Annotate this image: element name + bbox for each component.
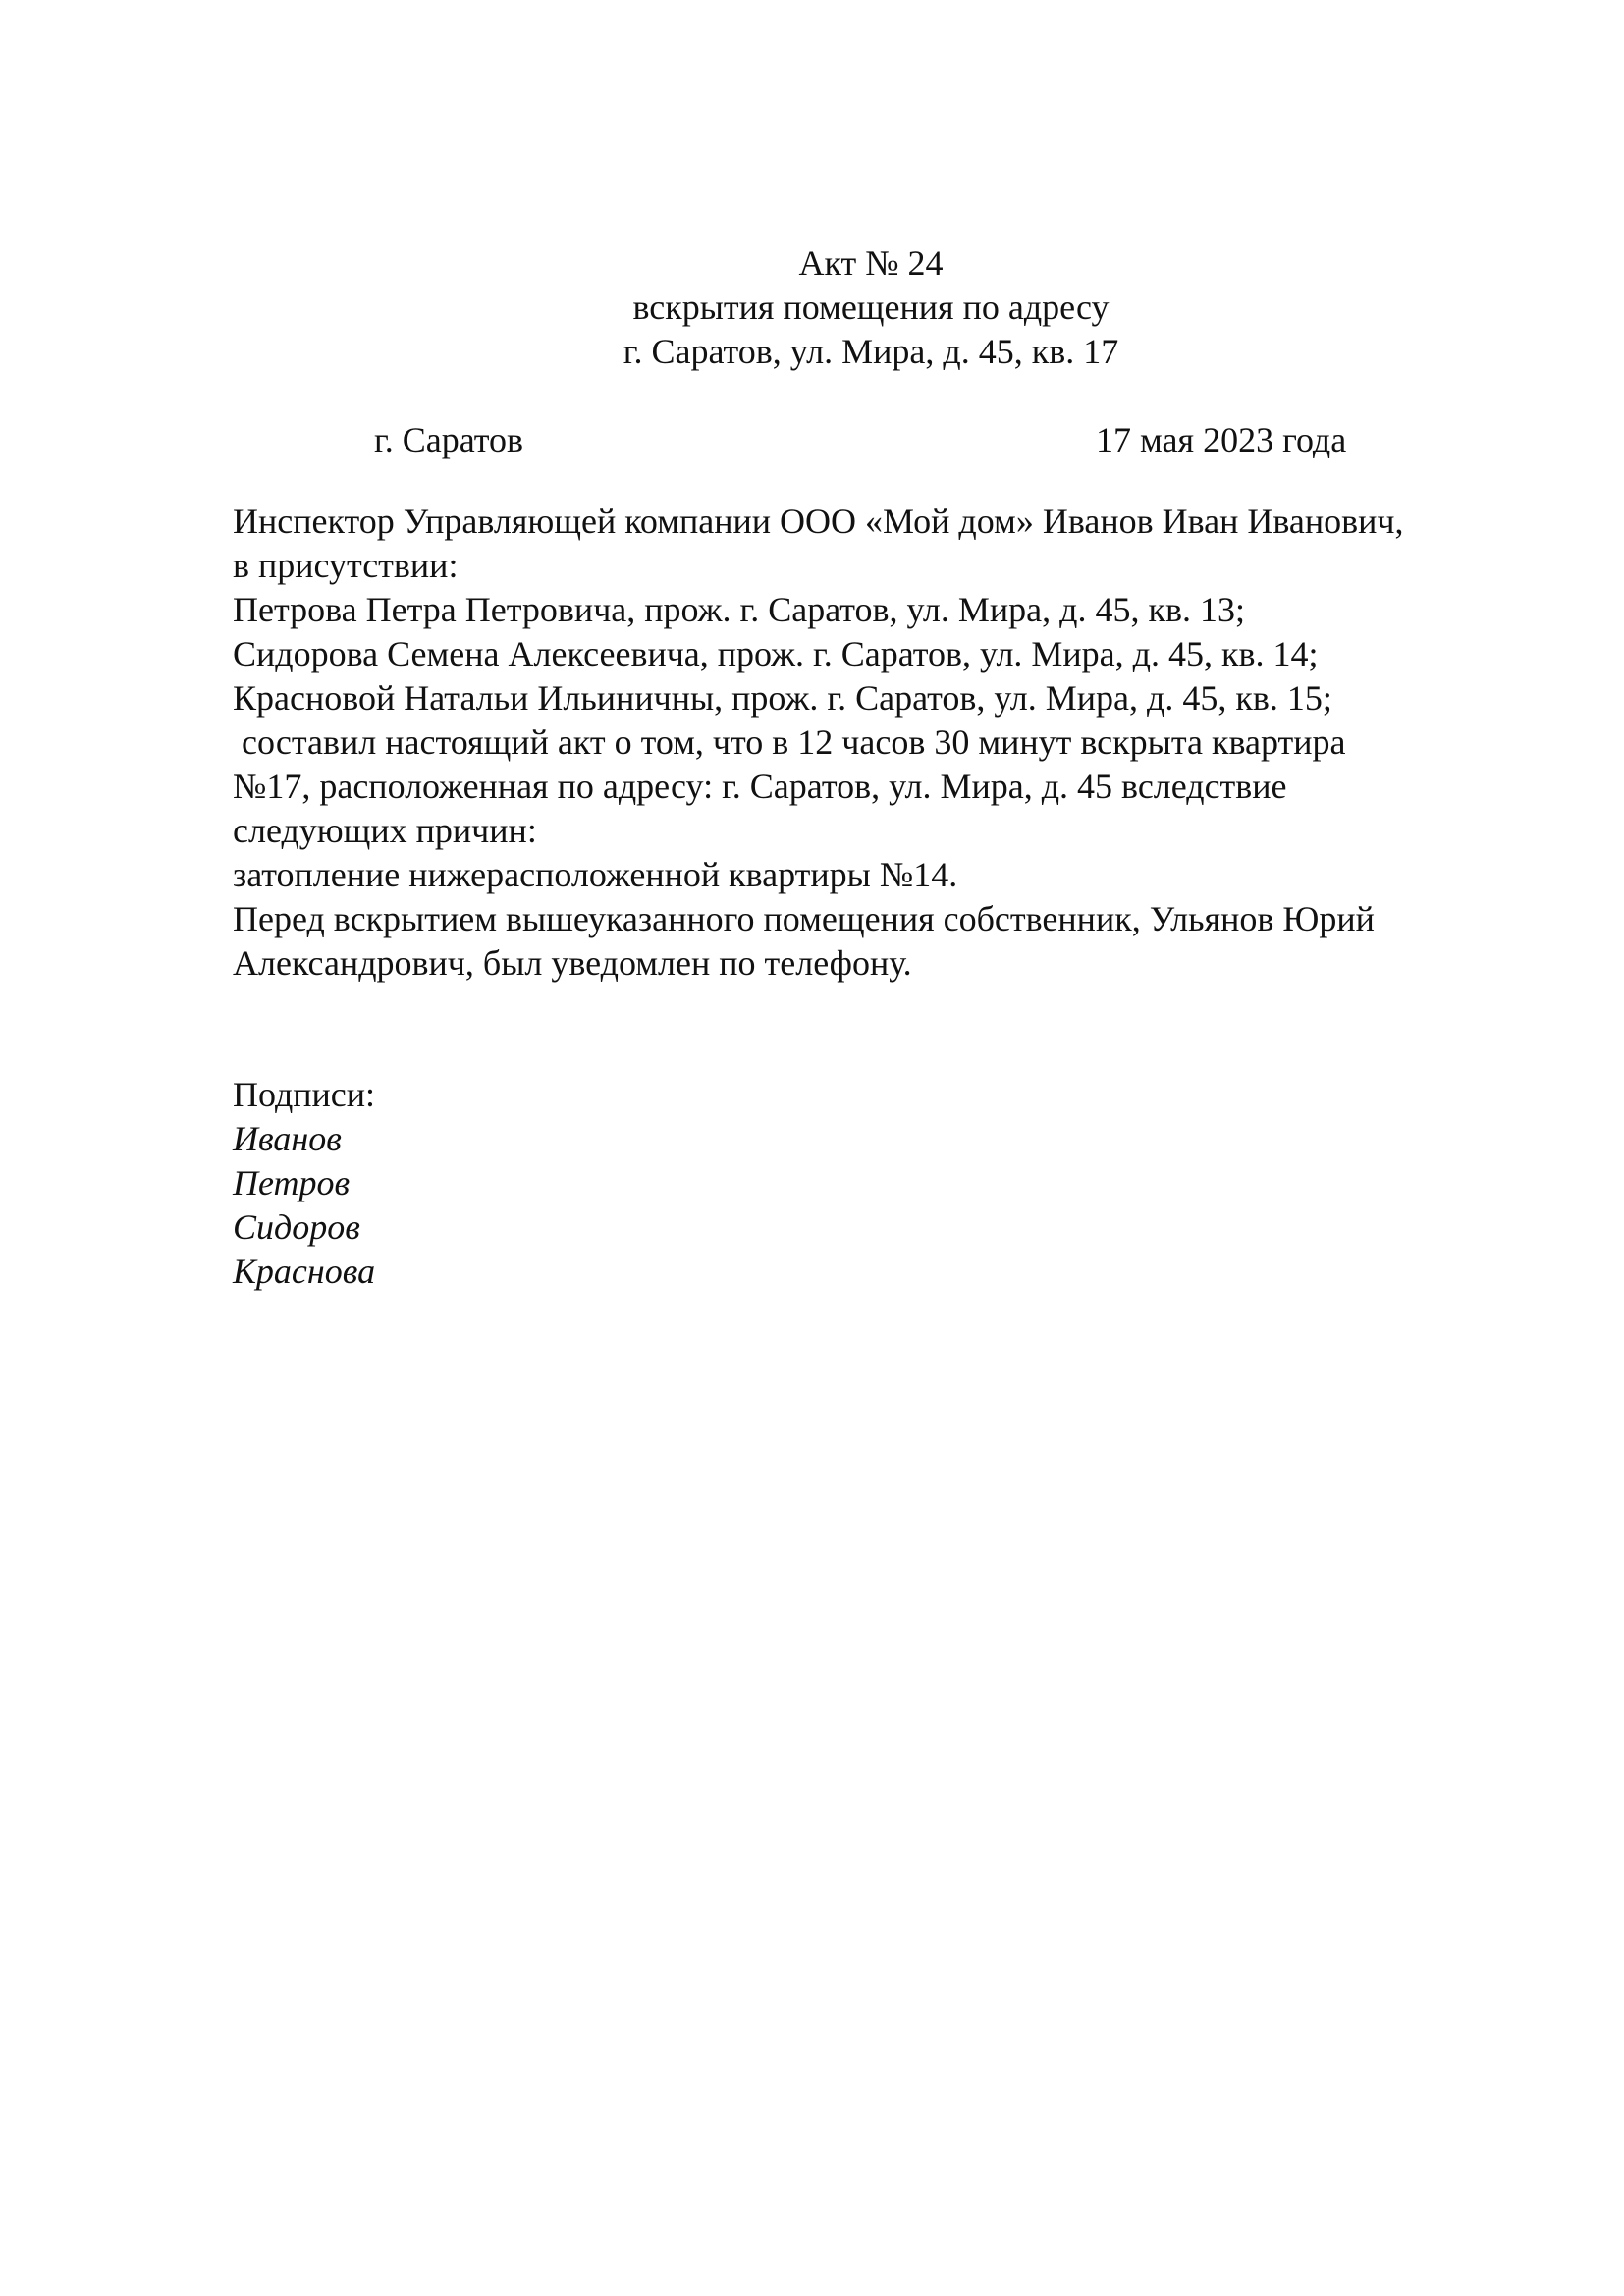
- body-line: Александрович, был уведомлен по телефону.: [233, 943, 912, 983]
- document-subtitle: вскрытия помещения по адресу: [632, 288, 1110, 327]
- signatures-label: Подписи:: [233, 1075, 376, 1114]
- signature-krasnova: Краснова: [233, 1252, 376, 1291]
- signature-ivanov: Иванов: [233, 1119, 342, 1158]
- document-title: Акт № 24: [798, 243, 944, 283]
- body-line: Красновой Натальи Ильиничны, прож. г. Саратов, ул. Мира, д. 45, кв. 15;: [233, 678, 1332, 718]
- signatures-block: [233, 1073, 375, 1294]
- body-line: затопление нижерасположенной квартиры №14.: [233, 855, 958, 894]
- signature-petrov: Петров: [233, 1163, 351, 1202]
- document-header: [0, 241, 1624, 374]
- body-line: следующих причин:: [233, 811, 537, 850]
- body-line: №17, расположенная по адресу: г. Саратов, ул. Мира, д. 45 вследствие: [233, 767, 1287, 806]
- body-line: Перед вскрытием вышеуказанного помещения собственник, Ульянов Юрий: [233, 899, 1375, 938]
- document-address: г. Саратов, ул. Мира, д. 45, кв. 17: [623, 332, 1119, 371]
- document-body: [233, 500, 1568, 986]
- body-line: в присутствии:: [233, 546, 459, 585]
- document-date: 17 мая 2023 года: [1096, 420, 1347, 459]
- body-line: Инспектор Управляющей компании ООО «Мой дом» Иванов Иван Иванович,: [233, 502, 1404, 541]
- body-line: составил настоящий акт о том, что в 12 часов 30 минут вскрыта квартира: [233, 722, 1346, 762]
- signature-sidorov: Сидоров: [233, 1207, 360, 1247]
- body-line: Сидорова Семена Алексеевича, прож. г. Саратов, ул. Мира, д. 45, кв. 14;: [233, 634, 1319, 673]
- body-line: Петрова Петра Петровича, прож. г. Саратов, ул. Мира, д. 45, кв. 13;: [233, 590, 1245, 629]
- document-place: г. Саратов: [374, 420, 523, 459]
